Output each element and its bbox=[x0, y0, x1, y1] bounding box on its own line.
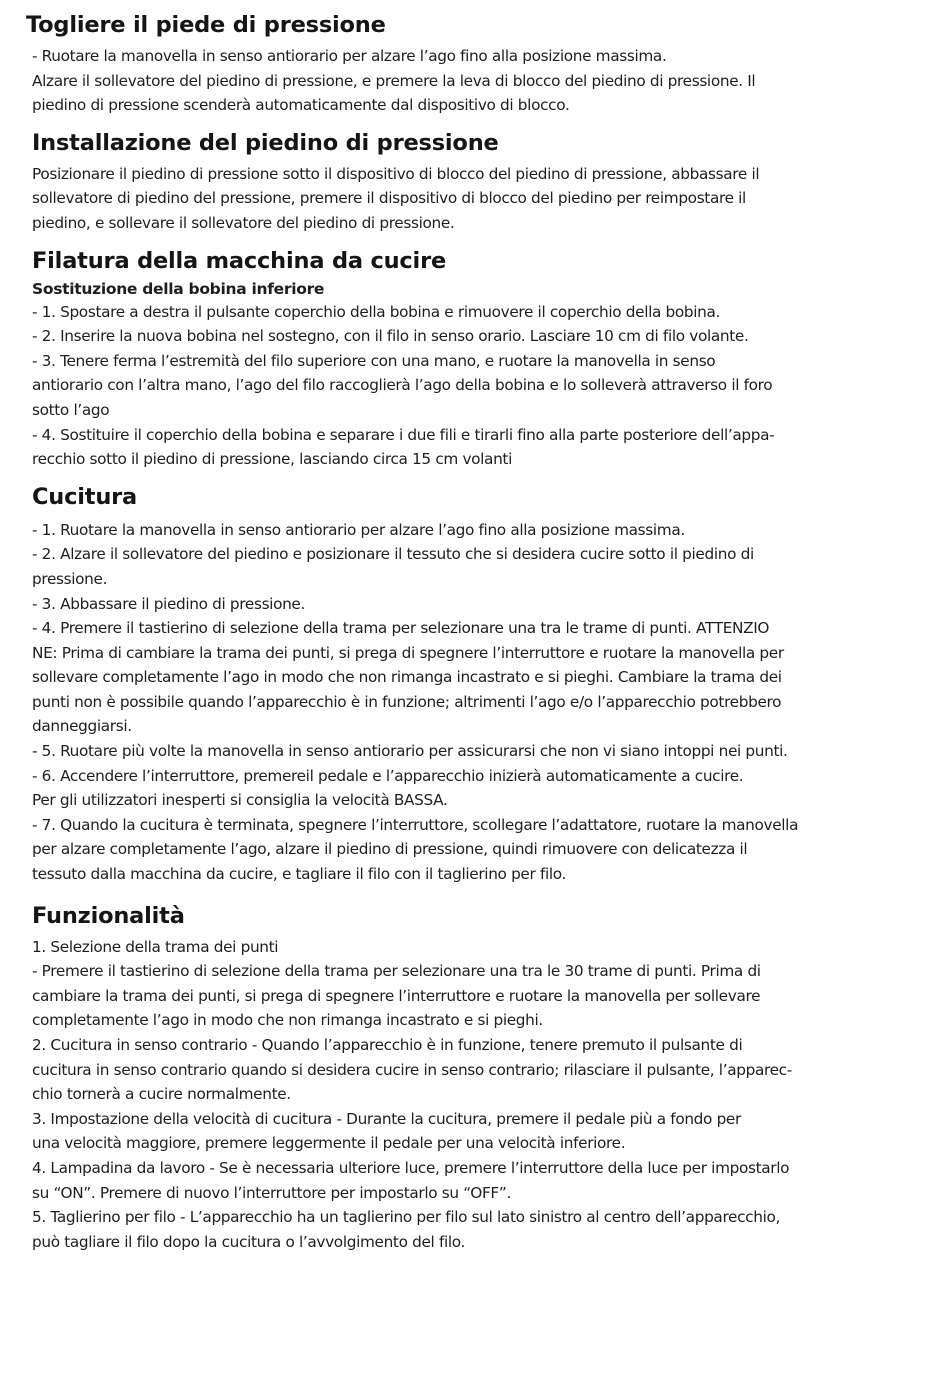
section-body-install-presser-foot bbox=[32, 162, 914, 236]
text-line: sollevatore di piedino del pressione, premere il dispositivo di blocco del piedino per reimpostare il bbox=[32, 189, 746, 208]
text-line: sollevare completamente l’ago in modo che non rimanga incastrato e si pieghi. Cambiare la trama dei bbox=[32, 668, 782, 687]
text-line: può tagliare il filo dopo la cucitura o l’avvolgimento del filo. bbox=[32, 1232, 466, 1251]
section-body-remove-presser-foot bbox=[32, 44, 914, 118]
text-line: - 4. Sostituire il coperchio della bobina e separare i due fili e tirarli fino alla parte posteriore dell’appa- bbox=[32, 425, 775, 444]
text-line: antiorario con l’altra mano, l’ago del filo raccoglierà l’ago della bobina e lo solleverà attraverso il foro bbox=[32, 376, 773, 395]
text-line: completamente l’ago in modo che non rimanga incastrato e si pieghi. bbox=[32, 1011, 543, 1030]
section-remove-presser-foot bbox=[26, 12, 914, 118]
text-line: - 7. Quando la cucitura è terminata, spegnere l’interruttore, scollegare l’adattatore, ruotare la manovella bbox=[32, 815, 799, 834]
text-line: pressione. bbox=[32, 569, 108, 588]
text-line: 2. Cucitura in senso contrario - Quando l’apparecchio è in funzione, tenere premuto il pulsante di bbox=[32, 1036, 743, 1054]
text-line: NE: Prima di cambiare la trama dei punti, si prega di spegnere l’interruttore e ruotare la manovella per bbox=[32, 643, 784, 662]
text-line: - 3. Tenere ferma l’estremità del filo superiore con una mano, e ruotare la manovella in senso bbox=[32, 351, 716, 370]
text-line: per alzare completamente l’ago, alzare il piedino di pressione, quindi rimuovere con delicatezza il bbox=[32, 840, 748, 859]
text-line: - Premere il tastierino di selezione della trama per selezionare una tra le 30 trame di punti. Prima di bbox=[32, 962, 761, 981]
text-line: piedino di pressione scenderà automaticamente dal dispositivo di blocco. bbox=[32, 96, 570, 115]
text-line: cambiare la trama dei punti, si prega di spegnere l’interruttore e ruotare la manovella per sollevare bbox=[32, 986, 761, 1005]
text-line: - 2. Alzare il sollevatore del piedino e posizionare il tessuto che si desidera cucire sotto il piedino di bbox=[32, 545, 754, 564]
text-line: chio tornerà a cucire normalmente. bbox=[32, 1085, 291, 1104]
text-line: Posizionare il piedino di pressione sotto il dispositivo di blocco del piedino di pressione, abbassare il bbox=[32, 164, 760, 183]
section-threading bbox=[32, 248, 914, 472]
section-title-features: Funzionalità bbox=[32, 902, 185, 929]
section-body-features bbox=[32, 935, 914, 1255]
text-line: - 5. Ruotare più volte la manovella in senso antiorario per assicurarsi che non vi siano intoppi nei punti. bbox=[32, 742, 788, 761]
text-line: sotto l’ago bbox=[32, 400, 110, 419]
section-install-presser-foot bbox=[32, 130, 914, 236]
text-line: danneggiarsi. bbox=[32, 717, 132, 736]
text-line: 1. Selezione della trama dei punti bbox=[32, 937, 279, 956]
text-line: cucitura in senso contrario quando si desidera cucire in senso contrario; rilasciare il pulsante, l’apparec- bbox=[32, 1060, 792, 1079]
text-line: recchio sotto il piedino di pressione, lasciando circa 15 cm volanti bbox=[32, 450, 512, 469]
text-line: 4. Lampadina da lavoro - Se è necessaria ulteriore luce, premere l’interruttore della luce per impostarlo bbox=[32, 1158, 790, 1177]
section-title-remove-presser-foot: Togliere il piede di pressione bbox=[26, 12, 386, 38]
text-line: - 4. Premere il tastierino di selezione della trama per selezionare una tra le trame di punti. ATTENZIO bbox=[32, 619, 770, 638]
subsection-title-bobbin: Sostituzione della bobina inferiore bbox=[32, 279, 325, 298]
text-line: 3. Impostazione della velocità di cucitura - Durante la cucitura, premere il pedale più a fondo per bbox=[32, 1109, 741, 1128]
text-line: - 3. Abbassare il piedino di pressione. bbox=[32, 594, 306, 613]
text-line: 5. Taglierino per filo - L’apparecchio ha un taglierino per filo sul lato sinistro al centro dell’apparecchio, bbox=[32, 1208, 780, 1227]
section-title-sewing: Cucitura bbox=[32, 483, 138, 510]
text-line: una velocità maggiore, premere leggermente il pedale per una velocità inferiore. bbox=[32, 1134, 626, 1153]
text-line: - 6. Accendere l’interruttore, premereil pedale e l’apparecchio inizierà automaticamente a cucire. bbox=[32, 766, 744, 785]
section-sewing bbox=[32, 484, 914, 887]
text-line: su “ON”. Premere di nuovo l’interruttore per impostarlo su “OFF”. bbox=[32, 1183, 511, 1202]
text-line: piedino, e sollevare il sollevatore del piedino di pressione. bbox=[32, 213, 455, 232]
text-line: - Ruotare la manovella in senso antiorario per alzare l’ago fino alla posizione massima. bbox=[32, 47, 667, 65]
section-title-threading: Filatura della macchina da cucire bbox=[32, 247, 447, 274]
text-line: punti non è possibile quando l’apparecchio è in funzione; altrimenti l’ago e/o l’apparecchio potrebbero bbox=[32, 692, 782, 711]
text-line: - 1. Spostare a destra il pulsante coperchio della bobina e rimuovere il coperchio della bobina. bbox=[32, 302, 721, 321]
text-line: tessuto dalla macchina da cucire, e tagliare il filo con il taglierino per filo. bbox=[32, 865, 567, 884]
section-body-threading bbox=[32, 300, 914, 472]
text-line: - 2. Inserire la nuova bobina nel sostegno, con il filo in senso orario. Lasciare 10 cm di filo volante. bbox=[32, 327, 749, 346]
text-line: Per gli utilizzatori inesperti si consiglia la velocità BASSA. bbox=[32, 791, 448, 810]
section-title-install-presser-foot: Installazione del piedino di pressione bbox=[32, 129, 499, 156]
text-line: - 1. Ruotare la manovella in senso antiorario per alzare l’ago fino alla posizione massima. bbox=[32, 520, 685, 539]
text-line: Alzare il sollevatore del piedino di pressione, e premere la leva di blocco del piedino di pressione. Il bbox=[32, 71, 756, 90]
section-body-sewing bbox=[32, 518, 914, 887]
section-features bbox=[32, 903, 914, 1255]
